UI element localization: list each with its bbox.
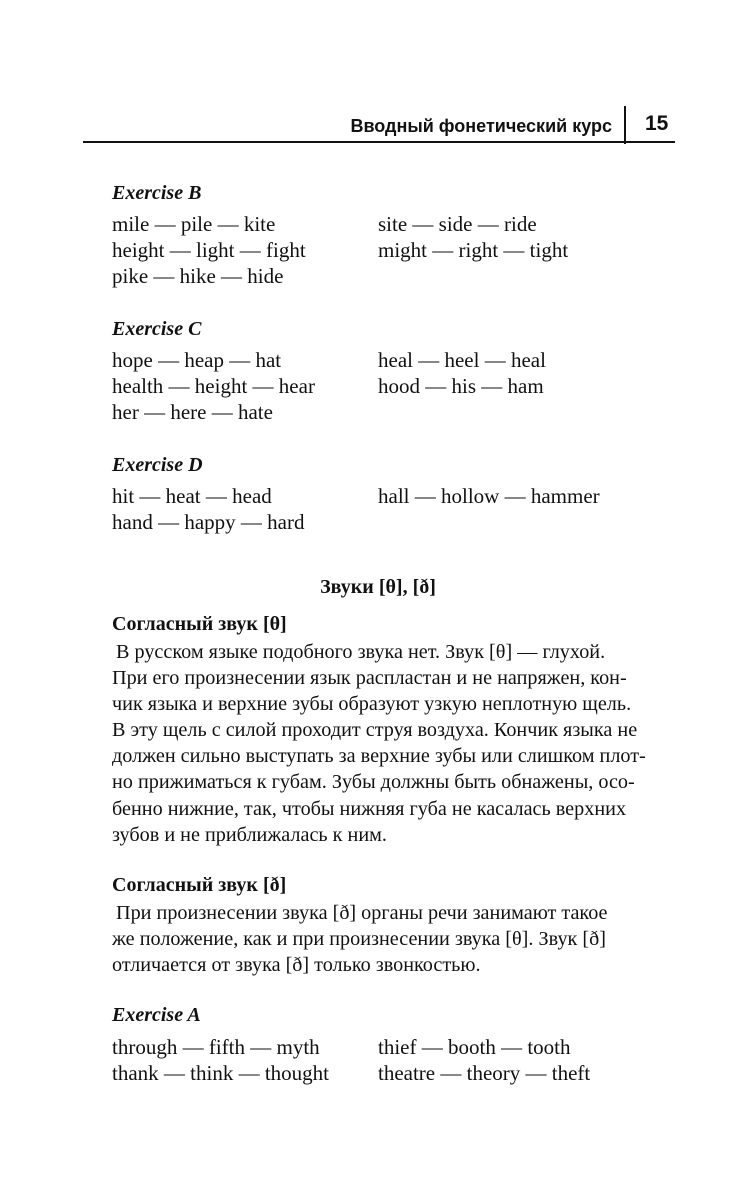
paragraph-line: При произнесении звука [ð] органы речи занимают такое bbox=[116, 902, 608, 924]
exercise-d-left-line-2: hand — happy — hard bbox=[112, 510, 305, 534]
exercise-d-left-line-1: hit — heat — head bbox=[112, 484, 272, 508]
subsection-eth-title: Согласный звук [ð] bbox=[112, 874, 287, 896]
exercise-c-right-line-1: heal — heel — heal bbox=[378, 348, 546, 372]
exercise-b-left-line-2: height — light — fight bbox=[112, 238, 306, 262]
exercise-a-left-line-1: through — fifth — myth bbox=[112, 1035, 320, 1059]
exercise-a-title: Exercise A bbox=[112, 1004, 201, 1026]
paragraph-line: должен сильно выступать за верхние зубы или слишком плот- bbox=[112, 745, 646, 768]
exercise-d-title: Exercise D bbox=[112, 454, 203, 476]
exercise-a-right-line-1: thief — booth — tooth bbox=[378, 1035, 571, 1059]
exercise-c-left-line-2: health — height — hear bbox=[112, 374, 315, 398]
subsection-theta-paragraph bbox=[112, 639, 672, 848]
exercise-b-title: Exercise B bbox=[112, 182, 202, 204]
paragraph-line: чик языка и верхние зубы образуют узкую неплотную щель. bbox=[112, 693, 632, 716]
paragraph-line: В эту щель с силой проходит струя воздуха. Кончик языка не bbox=[112, 719, 638, 742]
paragraph-line: В русском языке подобного звука нет. Звук [θ] — глухой. bbox=[116, 641, 606, 663]
paragraph-line: бенно нижние, так, чтобы нижняя губа не касалась верхних bbox=[112, 797, 627, 820]
running-header-title: Вводный фонетический курс bbox=[350, 116, 612, 136]
exercise-c-left-line-1: hope — heap — hat bbox=[112, 348, 282, 372]
exercise-b-right-line-2: might — right — tight bbox=[378, 238, 569, 262]
paragraph-line: отличается от звука [ð] только звонкостью. bbox=[112, 954, 481, 977]
exercise-a-left-line-2: thank — think — thought bbox=[112, 1061, 329, 1085]
header-divider bbox=[624, 106, 626, 144]
exercise-b-left-line-3: pike — hike — hide bbox=[112, 264, 284, 288]
subsection-theta-title: Согласный звук [θ] bbox=[112, 613, 287, 635]
exercise-c-title: Exercise C bbox=[112, 318, 202, 340]
subsection-eth-paragraph bbox=[112, 900, 672, 978]
paragraph-line: При его произнесении язык распластан и не напряжен, кон- bbox=[112, 667, 627, 690]
exercise-a-right-line-2: theatre — theory — theft bbox=[378, 1061, 591, 1085]
header-rule bbox=[83, 141, 675, 143]
page-number: 15 bbox=[645, 112, 669, 135]
exercise-b-left-line-1: mile — pile — kite bbox=[112, 212, 276, 236]
exercise-c-left-line-3: her — here — hate bbox=[112, 400, 273, 424]
paragraph-line: но прижиматься к губам. Зубы должны быть обнажены, осо- bbox=[112, 771, 635, 794]
section-title: Звуки [θ], [ð] bbox=[320, 576, 436, 598]
paragraph-line: зубов и не приближалась к ним. bbox=[112, 823, 387, 846]
paragraph-line: же положение, как и при произнесении звука [θ]. Звук [ð] bbox=[112, 928, 606, 951]
exercise-b-right-line-1: site — side — ride bbox=[378, 212, 537, 236]
exercise-d-right-line-1: hall — hollow — hammer bbox=[378, 484, 600, 508]
exercise-c-right-line-2: hood — his — ham bbox=[378, 374, 544, 398]
